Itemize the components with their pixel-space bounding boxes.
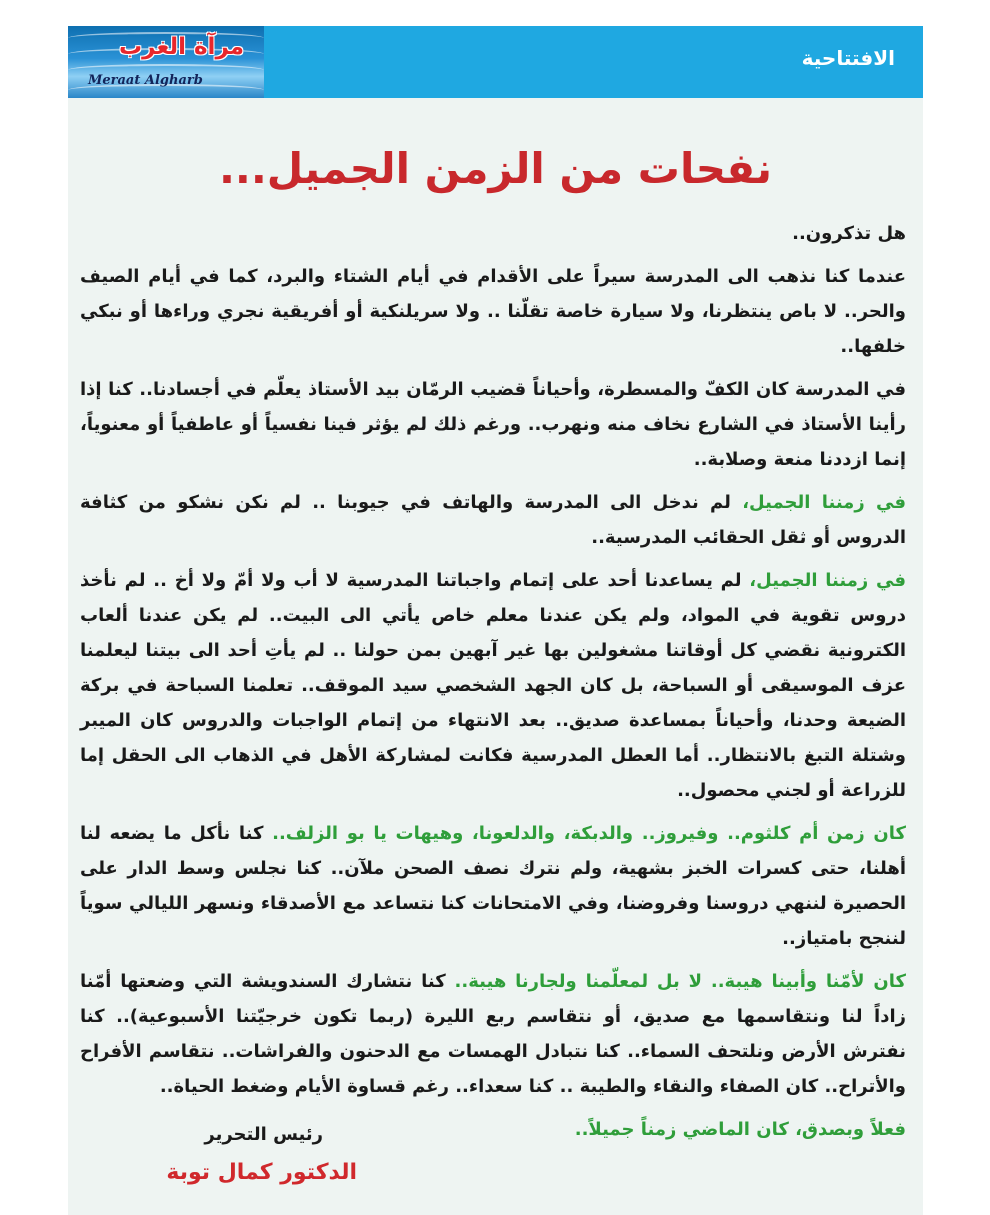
paragraph-5-text: كنا نأكل ما يضعه لنا أهلنا، حتى كسرات الخبز بشهية، ولم نترك نصف الصحن ملآن.. كنا نجلس وسط الدار على الحصيرة لننهي دروسنا وفروضنا، وفي الامتحانات كنا نتساعد مع الأصدقاء ونسهر الليالي سوياً لننجح بامتياز.. xyxy=(80,823,906,949)
article-title: نفحات من الزمن الجميل... xyxy=(218,144,773,193)
signature-title: رئيس التحرير xyxy=(204,1124,323,1145)
article-body xyxy=(80,216,906,1155)
paragraph-3 xyxy=(80,485,906,555)
paragraph-4-highlight: في زمننا الجميل، xyxy=(749,570,907,591)
paragraph-1: عندما كنا نذهب الى المدرسة سيراً على الأقدام في أيام الشتاء والبرد، كما في أيام الصيف والحر.. لا باص ينتظرنا، ولا سيارة خاصة تقلّنا .. ولا سريلنكية أو أفريقية نجري وراءها أو نبكي خلفها.. xyxy=(80,266,906,357)
paragraph-6 xyxy=(80,964,906,1104)
logo-arabic-text: مرآة الغرب xyxy=(119,34,244,60)
paragraph-5 xyxy=(80,816,906,956)
header-bar xyxy=(68,26,923,98)
closing-line: فعلاً وبصدق، كان الماضي زمناً جميلاً.. xyxy=(574,1119,906,1140)
section-label: الافتتاحية xyxy=(801,46,895,70)
page xyxy=(68,26,923,1215)
paragraph-4 xyxy=(80,563,906,808)
paragraph-5-highlight: كان زمن أم كلثوم.. وفيروز.. والدبكة، والدلعونا، وهيهات يا بو الزلف.. xyxy=(272,823,906,844)
signature-name: الدكتور كمال توبة xyxy=(166,1160,357,1185)
magazine-logo xyxy=(68,26,264,98)
paragraph-3-text: لم ندخل الى المدرسة والهاتف في جيوبنا .. لم نكن نشكو من كثافة الدروس أو ثقل الحقائب المدرسية.. xyxy=(80,492,906,548)
paragraph-3-highlight: في زمننا الجميل، xyxy=(742,492,906,513)
paragraph-2: في المدرسة كان الكفّ والمسطرة، وأحياناً قضيب الرمّان بيد الأستاذ يعلّم في أجسادنا.. كنا إذا رأينا الأستاذ في الشارع نخاف منه ونهرب.. ورغم ذلك لم يؤثر فينا نفسياً أو عاطفياً أو معنوياً، إنما ازددنا منعة وصلابة.. xyxy=(80,379,906,470)
paragraph-4-text: لم يساعدنا أحد على إتمام واجباتنا المدرسية لا أب ولا أمّ ولا أخ .. لم نأخذ دروس تقوية في المواد، ولم يكن عندنا معلم خاص يأتي الى البيت.. لم يكن عندنا ألعاب الكترونية نقضي كل أوقاتنا مشغولين بها غير آبهين بمن حولنا .. لم يأتِ أحد الى بيتنا ليعلمنا عزف الموسيقى أو السباحة، بل كان الجهد الشخصي سيد الموقف.. تعلمنا السباحة في بركة الضيعة وحدنا، وأحياناً بمساعدة صديق.. بعد الانتهاء من إتمام الواجبات والدروس كان الميبر وشتلة التبغ بالانتظار.. أما العطل المدرسية فكانت لمشاركة الأهل في الذهاب الى الحقل إما للزراعة أو لجني محصول.. xyxy=(80,570,906,801)
paragraph-6-highlight: كان لأمّنا وأبينا هيبة.. لا بل لمعلّمنا ولجارنا هيبة.. xyxy=(454,971,907,992)
paragraph-6-text: كنا نتشارك السندويشة التي وضعتها أمّنا زاداً لنا ونتقاسمها مع صديق، أو نتقاسم ربع الليرة (ربما تكون خرجيّتنا الأسبوعية).. كنا نفترش الأرض ونلتحف السماء.. كنا نتبادل الهمسات مع الدحنون والفراشات.. نتقاسم الأفراح والأتراح.. كان الصفاء والنقاء والطيبة .. كنا سعداء.. رغم قساوة الأيام وضغط الحياة.. xyxy=(80,971,906,1097)
greeting: هل تذكرون.. xyxy=(792,223,906,244)
logo-english-text: Meraat Algharb xyxy=(88,73,203,88)
